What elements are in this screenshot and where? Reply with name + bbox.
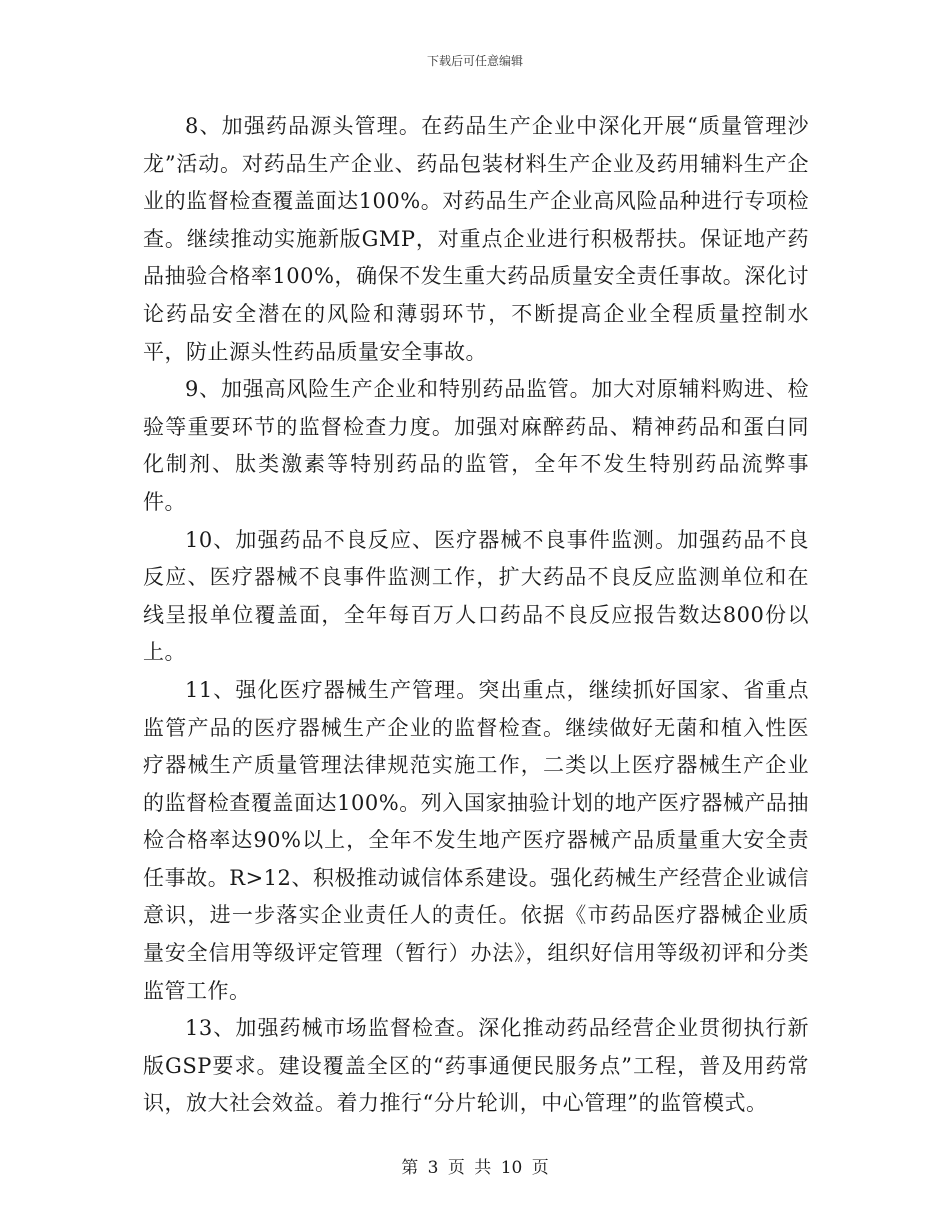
paragraph-item-13: 13、加强药械市场监督检查。深化推动药品经营企业贯彻执行新版GSP要求。建设覆盖全区的“药事通便民服务点”工程，普及用药常识，放大社会效益。着力推行“分片轮训，中心管理”的监管模式。 <box>143 1016 809 1116</box>
header-note: 下载后可任意编辑 <box>426 54 523 68</box>
paragraph-item-8: 8、加强药品源头管理。在药品生产企业中深化开展“质量管理沙龙”活动。对药品生产企业、药品包装材料生产企业及药用辅料生产企业的监督检查覆盖面达100%。对药品生产企业高风险品种进行专项检查。继续推动实施新版GMP，对重点企业进行积极帮扶。保证地产药品抽验合格率100%，确保不发生重大药品质量安全责任事故。深化讨论药品安全潜在的风险和薄弱环节，不断提高企业全程质量控制水平，防止源头性药品质量安全事故。 <box>143 114 809 364</box>
document-body <box>143 108 809 1123</box>
paragraph-item-11-12: 11、强化医疗器械生产管理。突出重点，继续抓好国家、省重点监管产品的医疗器械生产企业的监督检查。继续做好无菌和植入性医疗器械生产质量管理法律规范实施工作，二类以上医疗器械生产企业的监督检查覆盖面达100%。列入国家抽验计划的地产医疗器械产品抽检合格率达90%以上，全年不发生地产医疗器械产品质量重大安全责任事故。R>12、积极推动诚信体系建设。强化药械生产经营企业诚信意识，进一步落实企业责任人的责任。依据《市药品医疗器械企业质量安全信用等级评定管理（暂行）办法》，组织好信用等级初评和分类监管工作。 <box>143 677 809 1003</box>
paragraph-item-9: 9、加强高风险生产企业和特别药品监管。加大对原辅料购进、检验等重要环节的监督检查力度。加强对麻醉药品、精神药品和蛋白同化制剂、肽类激素等特别药品的监管，全年不发生特别药品流弊事件。 <box>143 377 809 514</box>
page-number-footer: 第 3 页 共 10 页 <box>401 1158 549 1178</box>
paragraph-item-10: 10、加强药品不良反应、医疗器械不良事件监测。加强药品不良反应、医疗器械不良事件监测工作，扩大药品不良反应监测单位和在线呈报单位覆盖面，全年每百万人口药品不良反应报告数达800份以上。 <box>143 527 809 665</box>
